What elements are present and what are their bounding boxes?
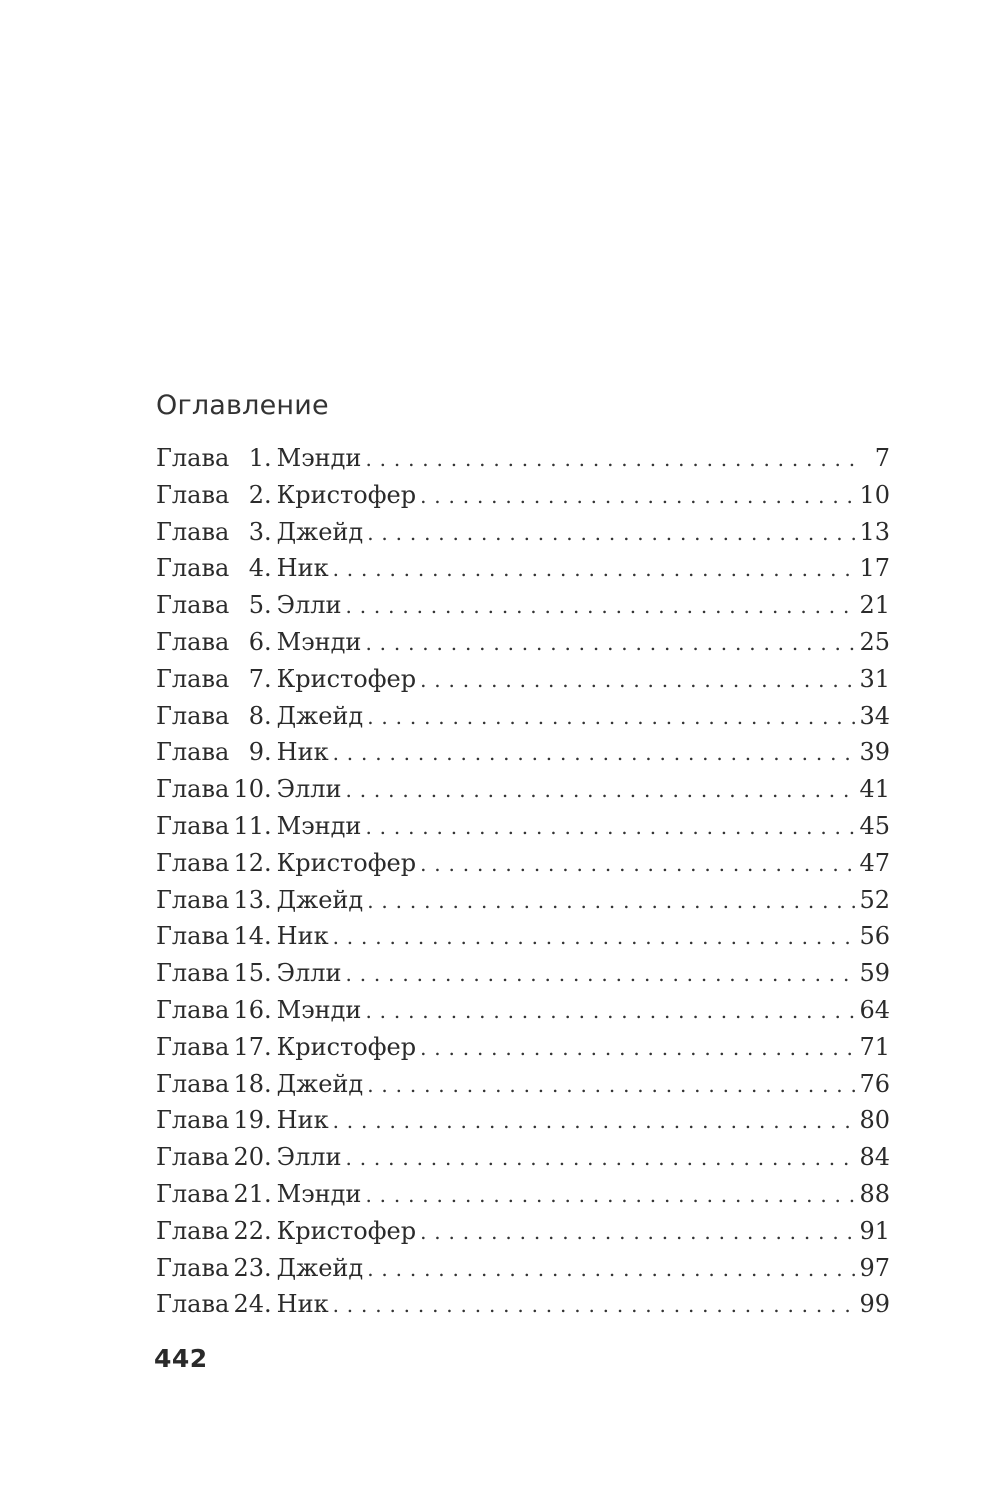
chapter-word: Глава — [156, 1106, 230, 1135]
chapter-page-number: 34 — [859, 701, 890, 730]
chapter-word: Глава — [156, 1032, 230, 1061]
toc-entry[interactable] — [156, 918, 890, 955]
chapter-number: 1 — [248, 444, 264, 472]
chapter-title: Джейд — [276, 701, 364, 730]
chapter-title: Ник — [276, 554, 329, 583]
chapter-number-period: . — [264, 848, 272, 877]
chapter-word: Глава — [156, 517, 230, 546]
chapter-word: Глава — [156, 591, 230, 620]
chapter-word: Глава — [156, 1290, 230, 1319]
chapter-word: Глава — [156, 959, 230, 988]
chapter-number: 17 — [233, 1032, 264, 1061]
chapter-title: Кристофер — [276, 480, 417, 509]
toc-entry[interactable] — [156, 882, 890, 919]
dot-leader — [420, 478, 855, 515]
dot-leader — [367, 1067, 855, 1104]
chapter-title: Кристофер — [276, 848, 417, 877]
chapter-title: Мэнди — [276, 1179, 362, 1208]
dot-leader — [333, 735, 856, 772]
chapter-page-number: 41 — [859, 775, 890, 804]
chapter-number: 24 — [233, 1290, 264, 1319]
chapter-page-number: 7 — [874, 444, 890, 472]
chapter-number-period: . — [264, 591, 272, 620]
toc-entry[interactable] — [156, 661, 890, 698]
chapter-number-period: . — [264, 738, 272, 767]
chapter-page-number: 21 — [859, 591, 890, 620]
toc-entry[interactable] — [156, 477, 890, 514]
chapter-page-number: 31 — [859, 664, 890, 693]
chapter-title: Кристофер — [276, 664, 417, 693]
chapter-title: Мэнди — [276, 627, 362, 656]
dot-leader — [346, 588, 856, 625]
toc-list — [156, 440, 890, 1323]
chapter-title: Мэнди — [276, 444, 362, 472]
chapter-page-number: 10 — [859, 480, 890, 509]
chapter-page-number: 45 — [859, 811, 890, 840]
chapter-title: Джейд — [276, 1069, 364, 1098]
chapter-number-period: . — [264, 480, 272, 509]
chapter-number-period: . — [264, 554, 272, 583]
dot-leader — [420, 1214, 855, 1251]
chapter-word: Глава — [156, 627, 230, 656]
chapter-number: 3 — [248, 517, 264, 546]
chapter-word: Глава — [156, 444, 230, 472]
chapter-page-number: 80 — [859, 1106, 890, 1135]
toc-entry[interactable] — [156, 845, 890, 882]
chapter-number-period: . — [264, 1216, 272, 1245]
chapter-page-number: 59 — [859, 959, 890, 988]
chapter-number: 18 — [233, 1069, 264, 1098]
dot-leader — [365, 1177, 855, 1214]
chapter-title: Мэнди — [276, 811, 362, 840]
chapter-word: Глава — [156, 995, 230, 1024]
chapter-number-period: . — [264, 517, 272, 546]
dot-leader — [420, 1030, 855, 1067]
chapter-word: Глава — [156, 811, 230, 840]
chapter-number-period: . — [264, 811, 272, 840]
toc-entry[interactable] — [156, 440, 890, 477]
chapter-page-number: 99 — [859, 1290, 890, 1319]
dot-leader — [420, 846, 855, 883]
dot-leader — [365, 993, 855, 1030]
toc-entry[interactable] — [156, 550, 890, 587]
chapter-word: Глава — [156, 480, 230, 509]
chapter-number-period: . — [264, 701, 272, 730]
toc-title: Оглавление — [156, 390, 329, 421]
chapter-title: Элли — [276, 959, 342, 988]
chapter-number-period: . — [264, 444, 272, 472]
chapter-page-number: 97 — [859, 1253, 890, 1282]
chapter-page-number: 17 — [859, 554, 890, 583]
chapter-word: Глава — [156, 701, 230, 730]
chapter-title: Джейд — [276, 1253, 364, 1282]
page-number: 442 — [154, 1344, 208, 1373]
chapter-number-period: . — [264, 1032, 272, 1061]
chapter-number-period: . — [264, 775, 272, 804]
dot-leader — [333, 919, 856, 956]
chapter-title: Элли — [276, 775, 342, 804]
chapter-page-number: 64 — [859, 995, 890, 1024]
chapter-page-number: 39 — [859, 738, 890, 767]
table-of-contents — [156, 384, 890, 1323]
chapter-number: 8 — [248, 701, 264, 730]
chapter-title: Кристофер — [276, 1216, 417, 1245]
chapter-title: Кристофер — [276, 1032, 417, 1061]
chapter-number-period: . — [264, 1290, 272, 1319]
dot-leader — [333, 1103, 856, 1140]
chapter-number: 2 — [248, 480, 264, 509]
chapter-number: 6 — [248, 627, 264, 656]
toc-entry[interactable] — [156, 1250, 890, 1287]
chapter-number-period: . — [264, 1179, 272, 1208]
dot-leader — [333, 551, 856, 588]
toc-entry[interactable] — [156, 698, 890, 735]
chapter-number: 13 — [233, 885, 264, 914]
chapter-page-number: 88 — [859, 1179, 890, 1208]
chapter-word: Глава — [156, 775, 230, 804]
toc-entry[interactable] — [156, 771, 890, 808]
dot-leader — [346, 956, 856, 993]
chapter-title: Ник — [276, 738, 329, 767]
dot-leader — [346, 772, 856, 809]
chapter-word: Глава — [156, 1069, 230, 1098]
chapter-number: 10 — [233, 775, 264, 804]
chapter-word: Глава — [156, 1179, 230, 1208]
chapter-number: 19 — [233, 1106, 264, 1135]
chapter-number-period: . — [264, 995, 272, 1024]
dot-leader — [365, 625, 855, 662]
dot-leader — [333, 1287, 856, 1324]
toc-entry[interactable] — [156, 808, 890, 845]
chapter-title: Ник — [276, 922, 329, 951]
chapter-page-number: 76 — [859, 1069, 890, 1098]
chapter-word: Глава — [156, 885, 230, 914]
chapter-number: 21 — [233, 1179, 264, 1208]
dot-leader — [365, 441, 858, 478]
chapter-number: 11 — [233, 811, 264, 840]
dot-leader — [420, 662, 855, 699]
chapter-number: 23 — [233, 1253, 264, 1282]
toc-entry[interactable] — [156, 1066, 890, 1103]
chapter-number-period: . — [264, 627, 272, 656]
chapter-page-number: 91 — [859, 1216, 890, 1245]
chapter-number: 4 — [248, 554, 264, 583]
chapter-number: 5 — [248, 591, 264, 620]
chapter-title: Ник — [276, 1290, 329, 1319]
chapter-number-period: . — [264, 1069, 272, 1098]
chapter-number: 9 — [248, 738, 264, 767]
toc-entry[interactable] — [156, 514, 890, 551]
chapter-word: Глава — [156, 1216, 230, 1245]
chapter-number: 20 — [233, 1143, 264, 1172]
chapter-word: Глава — [156, 922, 230, 951]
chapter-number: 12 — [233, 848, 264, 877]
chapter-title: Джейд — [276, 885, 364, 914]
chapter-page-number: 25 — [859, 627, 890, 656]
chapter-number-period: . — [264, 1106, 272, 1135]
chapter-number: 14 — [233, 922, 264, 951]
chapter-word: Глава — [156, 664, 230, 693]
chapter-number: 15 — [233, 959, 264, 988]
chapter-page-number: 13 — [859, 517, 890, 546]
chapter-title: Джейд — [276, 517, 364, 546]
chapter-number-period: . — [264, 1143, 272, 1172]
chapter-word: Глава — [156, 554, 230, 583]
dot-leader — [367, 515, 855, 552]
chapter-title: Элли — [276, 591, 342, 620]
toc-entry[interactable] — [156, 992, 890, 1029]
toc-entry[interactable] — [156, 1176, 890, 1213]
chapter-title: Ник — [276, 1106, 329, 1135]
chapter-page-number: 71 — [859, 1032, 890, 1061]
toc-entry[interactable] — [156, 1213, 890, 1250]
toc-entry[interactable] — [156, 1139, 890, 1176]
chapter-number-period: . — [264, 1253, 272, 1282]
dot-leader — [367, 1251, 855, 1288]
chapter-page-number: 56 — [859, 922, 890, 951]
chapter-number: 22 — [233, 1216, 264, 1245]
chapter-number-period: . — [264, 664, 272, 693]
chapter-title: Мэнди — [276, 995, 362, 1024]
chapter-number-period: . — [264, 959, 272, 988]
toc-entry[interactable] — [156, 1286, 890, 1323]
chapter-page-number: 47 — [859, 848, 890, 877]
chapter-number-period: . — [264, 885, 272, 914]
toc-entry[interactable] — [156, 955, 890, 992]
toc-entry[interactable] — [156, 587, 890, 624]
dot-leader — [367, 699, 855, 736]
chapter-word: Глава — [156, 1143, 230, 1172]
chapter-word: Глава — [156, 848, 230, 877]
chapter-number: 16 — [233, 995, 264, 1024]
chapter-number: 7 — [248, 664, 264, 693]
toc-entry[interactable] — [156, 1102, 890, 1139]
toc-entry[interactable] — [156, 734, 890, 771]
chapter-page-number: 84 — [859, 1143, 890, 1172]
chapter-word: Глава — [156, 1253, 230, 1282]
chapter-word: Глава — [156, 738, 230, 767]
chapter-number-period: . — [264, 922, 272, 951]
dot-leader — [365, 809, 855, 846]
chapter-title: Элли — [276, 1143, 342, 1172]
dot-leader — [367, 883, 855, 920]
dot-leader — [346, 1140, 856, 1177]
toc-entry[interactable] — [156, 1029, 890, 1066]
toc-entry[interactable] — [156, 624, 890, 661]
chapter-page-number: 52 — [859, 885, 890, 914]
